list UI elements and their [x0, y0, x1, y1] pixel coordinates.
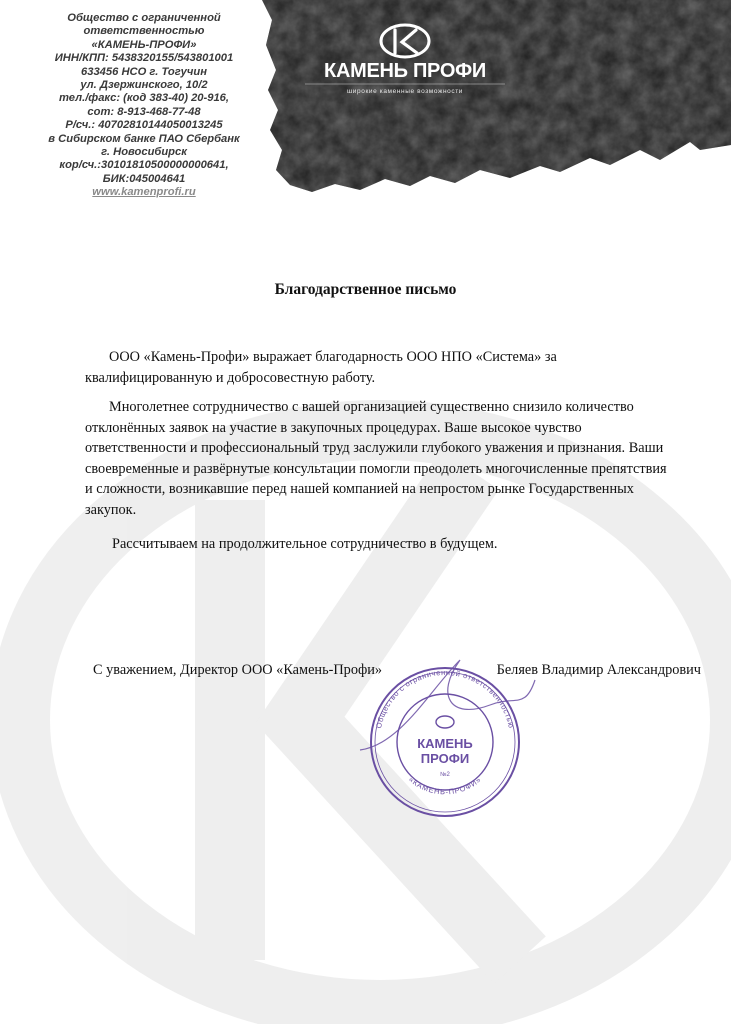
letter-body: [85, 347, 675, 529]
company-requisites: [22, 12, 266, 200]
requisite-line: БИК:045004641: [102, 172, 186, 185]
letter-paragraph: ООО «Камень-Профи» выражает благодарность ООО НПО «Система» за квалифицированную и добросовестную работу.: [85, 349, 557, 386]
letter-title: Благодарственное письмо: [274, 281, 457, 298]
signature-position: С уважением, Директор ООО «Камень-Профи»: [93, 662, 383, 678]
requisite-line: Р/сч.: 40702810144050013245: [65, 119, 223, 132]
stamp-bottom-text: «КАМЕНЬ-ПРОФИ»: [406, 774, 484, 797]
brand-tagline: широкие каменные возможности: [346, 88, 464, 95]
requisite-line: тел./факс: (код 383-40) 20-916,: [58, 92, 230, 105]
requisite-line: ИНН/КПП: 5438320155/543801001: [54, 52, 234, 65]
company-stamp: [340, 650, 550, 830]
requisite-line: г. Новосибирск: [101, 146, 187, 159]
svg-text:«КАМЕНЬ-ПРОФИ»: [407, 775, 483, 796]
stamp-logo-icon: [436, 716, 454, 728]
requisite-line: 633456 НСО г. Тогучин: [81, 65, 207, 78]
requisite-line: ответственностью: [83, 25, 205, 38]
requisite-line: «КАМЕНЬ-ПРОФИ»: [91, 38, 197, 51]
website-link[interactable]: www.kamenprofi.ru: [92, 186, 196, 199]
stamp-ring-text: Общество с ограниченной ответственностью: [374, 667, 516, 730]
stamp-center-line1: КАМЕНЬ: [417, 736, 473, 751]
requisite-line: кор/сч.:30101810500000000641,: [59, 159, 229, 172]
requisite-line: Общество с ограниченной: [67, 12, 221, 24]
letter-closing: Рассчитываем на продолжительное сотрудничество в будущем.: [112, 536, 498, 552]
brand-name: КАМЕНЬ ПРОФИ: [324, 60, 486, 82]
requisite-line: сот: 8-913-468-77-48: [87, 105, 201, 118]
letter-paragraph: Многолетнее сотрудничество с вашей организацией существенно снизило количество отклонённых заявок на участие в закупочных процедурах. Ваше высокое чувство ответственности и профессиональный труд заслужили глубокого уважения и признания. Ваши своевременные и развёрнутые консультации помогли преодолеть многочисленные препятствия и сложности, возникавшие перед нашей компанией на непростом рынке Государственных закупок.: [85, 399, 667, 518]
stamp-number: №2: [440, 772, 450, 778]
requisite-line: в Сибирском банке ПАО Сбербанк: [48, 132, 240, 145]
requisite-line: ул. Дзержинского, 10/2: [80, 79, 208, 92]
signature-name: Беляев Владимир Александрович: [496, 662, 701, 678]
stamp-center-line2: ПРОФИ: [420, 751, 470, 766]
